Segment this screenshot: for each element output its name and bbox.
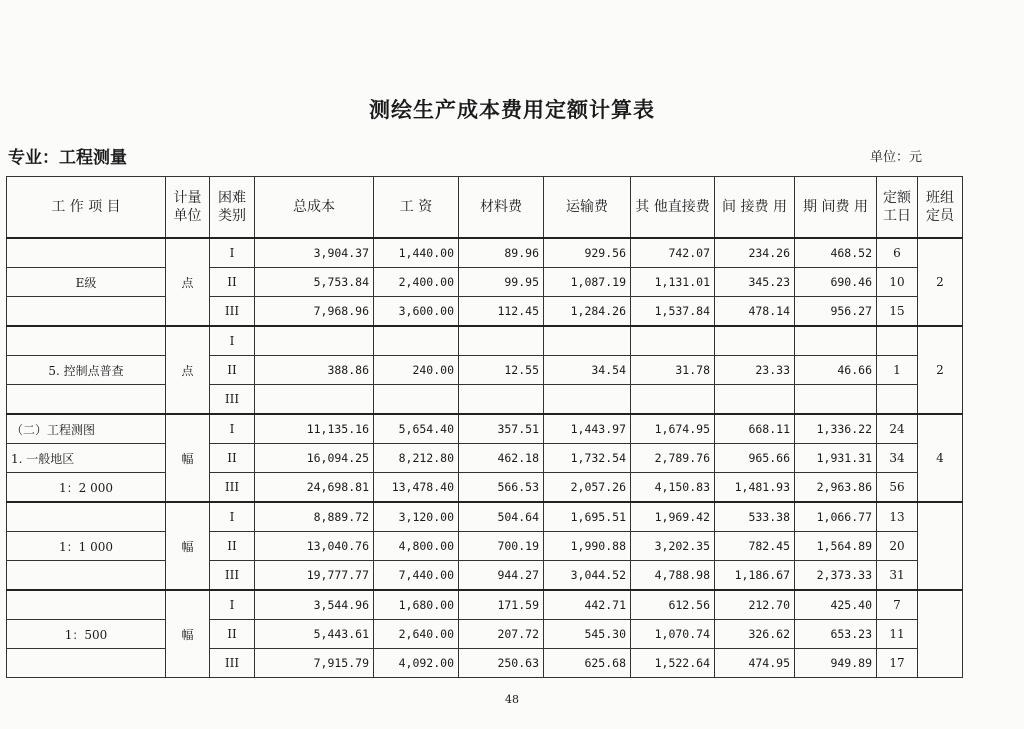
header-cell: 工 作 项 目 bbox=[7, 177, 166, 239]
crew-cell bbox=[918, 502, 963, 590]
crew-cell bbox=[918, 590, 963, 678]
specialty-label: 专业：工程测量 bbox=[8, 148, 127, 168]
other-cell: 1,674.95 bbox=[631, 414, 715, 444]
unit-cell: 幅 bbox=[166, 414, 210, 502]
wage-cell: 2,400.00 bbox=[374, 268, 459, 297]
total-cell: 3,904.37 bbox=[255, 238, 374, 268]
wage-cell: 13,478.40 bbox=[374, 473, 459, 503]
total-cell: 7,968.96 bbox=[255, 297, 374, 327]
category-cell: I bbox=[210, 414, 255, 444]
work-item-cell bbox=[7, 502, 166, 532]
workdays-cell bbox=[877, 385, 918, 415]
table-row bbox=[7, 356, 963, 385]
crew-cell: 2 bbox=[918, 238, 963, 326]
work-item-cell: 5. 控制点普查 bbox=[7, 356, 166, 385]
period-cell: 2,373.33 bbox=[795, 561, 877, 591]
other-cell: 742.07 bbox=[631, 238, 715, 268]
table-row bbox=[7, 561, 963, 591]
header-cell: 材料费 bbox=[459, 177, 544, 239]
wage-cell: 1,680.00 bbox=[374, 590, 459, 620]
header-cell: 其 他直接费 bbox=[631, 177, 715, 239]
transport-cell: 625.68 bbox=[544, 649, 631, 678]
indirect-cell: 533.38 bbox=[715, 502, 795, 532]
workdays-cell: 15 bbox=[877, 297, 918, 327]
other-cell: 1,522.64 bbox=[631, 649, 715, 678]
work-item-cell: （二）工程测图 bbox=[7, 414, 166, 444]
transport-cell: 34.54 bbox=[544, 356, 631, 385]
table-row bbox=[7, 444, 963, 473]
work-item-cell: 1：2 000 bbox=[7, 473, 166, 503]
workdays-cell: 10 bbox=[877, 268, 918, 297]
work-item-cell bbox=[7, 385, 166, 415]
indirect-cell bbox=[715, 385, 795, 415]
table-row bbox=[7, 414, 963, 444]
transport-cell: 2,057.26 bbox=[544, 473, 631, 503]
indirect-cell: 234.26 bbox=[715, 238, 795, 268]
transport-cell bbox=[544, 326, 631, 356]
unit-cell: 幅 bbox=[166, 590, 210, 678]
total-cell: 13,040.76 bbox=[255, 532, 374, 561]
other-cell bbox=[631, 326, 715, 356]
total-cell bbox=[255, 385, 374, 415]
period-cell: 425.40 bbox=[795, 590, 877, 620]
workdays-cell: 24 bbox=[877, 414, 918, 444]
category-cell: I bbox=[210, 326, 255, 356]
page-number: 48 bbox=[505, 693, 519, 706]
workdays-cell: 11 bbox=[877, 620, 918, 649]
category-cell: III bbox=[210, 649, 255, 678]
total-cell: 11,135.16 bbox=[255, 414, 374, 444]
period-cell: 690.46 bbox=[795, 268, 877, 297]
wage-cell: 3,600.00 bbox=[374, 297, 459, 327]
other-cell: 1,969.42 bbox=[631, 502, 715, 532]
category-cell: III bbox=[210, 385, 255, 415]
indirect-cell: 1,481.93 bbox=[715, 473, 795, 503]
cost-quota-table bbox=[6, 176, 963, 678]
indirect-cell: 478.14 bbox=[715, 297, 795, 327]
workdays-cell: 20 bbox=[877, 532, 918, 561]
transport-cell: 1,284.26 bbox=[544, 297, 631, 327]
wage-cell: 8,212.80 bbox=[374, 444, 459, 473]
header-cell: 运输费 bbox=[544, 177, 631, 239]
table-row bbox=[7, 620, 963, 649]
wage-cell: 4,092.00 bbox=[374, 649, 459, 678]
header-row bbox=[7, 177, 963, 239]
material-cell: 12.55 bbox=[459, 356, 544, 385]
indirect-cell: 345.23 bbox=[715, 268, 795, 297]
header-cell: 计量单位 bbox=[166, 177, 210, 239]
material-cell: 357.51 bbox=[459, 414, 544, 444]
category-cell: III bbox=[210, 561, 255, 591]
header-cell: 期 间费 用 bbox=[795, 177, 877, 239]
other-cell: 3,202.35 bbox=[631, 532, 715, 561]
crew-cell: 2 bbox=[918, 326, 963, 414]
period-cell: 1,336.22 bbox=[795, 414, 877, 444]
material-cell: 462.18 bbox=[459, 444, 544, 473]
workdays-cell: 13 bbox=[877, 502, 918, 532]
table-row bbox=[7, 326, 963, 356]
material-cell: 504.64 bbox=[459, 502, 544, 532]
indirect-cell: 965.66 bbox=[715, 444, 795, 473]
material-cell: 171.59 bbox=[459, 590, 544, 620]
table-row bbox=[7, 238, 963, 268]
period-cell: 949.89 bbox=[795, 649, 877, 678]
category-cell: I bbox=[210, 502, 255, 532]
other-cell: 612.56 bbox=[631, 590, 715, 620]
period-cell: 653.23 bbox=[795, 620, 877, 649]
indirect-cell: 212.70 bbox=[715, 590, 795, 620]
workdays-cell bbox=[877, 326, 918, 356]
period-cell: 2,963.86 bbox=[795, 473, 877, 503]
indirect-cell: 1,186.67 bbox=[715, 561, 795, 591]
unit-cell: 点 bbox=[166, 238, 210, 326]
wage-cell: 3,120.00 bbox=[374, 502, 459, 532]
transport-cell: 545.30 bbox=[544, 620, 631, 649]
material-cell: 944.27 bbox=[459, 561, 544, 591]
table-row bbox=[7, 268, 963, 297]
material-cell: 207.72 bbox=[459, 620, 544, 649]
category-cell: II bbox=[210, 356, 255, 385]
wage-cell bbox=[374, 385, 459, 415]
other-cell: 4,788.98 bbox=[631, 561, 715, 591]
category-cell: II bbox=[210, 620, 255, 649]
work-item-cell: 1：500 bbox=[7, 620, 166, 649]
work-item-cell: E级 bbox=[7, 268, 166, 297]
material-cell: 250.63 bbox=[459, 649, 544, 678]
workdays-cell: 56 bbox=[877, 473, 918, 503]
header-cell: 班组定员 bbox=[918, 177, 963, 239]
unit-cell: 点 bbox=[166, 326, 210, 414]
total-cell: 3,544.96 bbox=[255, 590, 374, 620]
period-cell: 1,931.31 bbox=[795, 444, 877, 473]
material-cell: 89.96 bbox=[459, 238, 544, 268]
wage-cell bbox=[374, 326, 459, 356]
total-cell: 19,777.77 bbox=[255, 561, 374, 591]
category-cell: III bbox=[210, 297, 255, 327]
header-cell: 总成本 bbox=[255, 177, 374, 239]
transport-cell bbox=[544, 385, 631, 415]
transport-cell: 1,443.97 bbox=[544, 414, 631, 444]
header-cell: 工 资 bbox=[374, 177, 459, 239]
total-cell: 24,698.81 bbox=[255, 473, 374, 503]
work-item-cell bbox=[7, 297, 166, 327]
workdays-cell: 34 bbox=[877, 444, 918, 473]
work-item-cell: 1：1 000 bbox=[7, 532, 166, 561]
other-cell: 2,789.76 bbox=[631, 444, 715, 473]
transport-cell: 1,087.19 bbox=[544, 268, 631, 297]
category-cell: I bbox=[210, 238, 255, 268]
wage-cell: 4,800.00 bbox=[374, 532, 459, 561]
workdays-cell: 7 bbox=[877, 590, 918, 620]
document-title: 测绘生产成本费用定额计算表 bbox=[369, 97, 655, 122]
other-cell: 1,070.74 bbox=[631, 620, 715, 649]
indirect-cell: 474.95 bbox=[715, 649, 795, 678]
workdays-cell: 6 bbox=[877, 238, 918, 268]
total-cell: 5,443.61 bbox=[255, 620, 374, 649]
wage-cell: 5,654.40 bbox=[374, 414, 459, 444]
wage-cell: 240.00 bbox=[374, 356, 459, 385]
transport-cell: 929.56 bbox=[544, 238, 631, 268]
table-row bbox=[7, 502, 963, 532]
header-cell: 间 接费 用 bbox=[715, 177, 795, 239]
header-cell: 困难类别 bbox=[210, 177, 255, 239]
category-cell: II bbox=[210, 444, 255, 473]
workdays-cell: 31 bbox=[877, 561, 918, 591]
period-cell: 956.27 bbox=[795, 297, 877, 327]
table-row bbox=[7, 473, 963, 503]
indirect-cell: 782.45 bbox=[715, 532, 795, 561]
work-item-cell bbox=[7, 561, 166, 591]
work-item-cell bbox=[7, 238, 166, 268]
period-cell: 1,066.77 bbox=[795, 502, 877, 532]
category-cell: II bbox=[210, 268, 255, 297]
total-cell: 7,915.79 bbox=[255, 649, 374, 678]
workdays-cell: 17 bbox=[877, 649, 918, 678]
period-cell: 1,564.89 bbox=[795, 532, 877, 561]
transport-cell: 1,990.88 bbox=[544, 532, 631, 561]
category-cell: II bbox=[210, 532, 255, 561]
period-cell: 46.66 bbox=[795, 356, 877, 385]
other-cell: 31.78 bbox=[631, 356, 715, 385]
other-cell: 4,150.83 bbox=[631, 473, 715, 503]
work-item-cell bbox=[7, 326, 166, 356]
total-cell bbox=[255, 326, 374, 356]
work-item-cell: 1. 一般地区 bbox=[7, 444, 166, 473]
transport-cell: 1,695.51 bbox=[544, 502, 631, 532]
wage-cell: 1,440.00 bbox=[374, 238, 459, 268]
table-row bbox=[7, 649, 963, 678]
material-cell: 112.45 bbox=[459, 297, 544, 327]
material-cell bbox=[459, 385, 544, 415]
wage-cell: 2,640.00 bbox=[374, 620, 459, 649]
table-row bbox=[7, 297, 963, 327]
period-cell: 468.52 bbox=[795, 238, 877, 268]
table-body bbox=[7, 238, 963, 678]
wage-cell: 7,440.00 bbox=[374, 561, 459, 591]
table-row bbox=[7, 385, 963, 415]
indirect-cell bbox=[715, 326, 795, 356]
total-cell: 5,753.84 bbox=[255, 268, 374, 297]
header-cell: 定额工日 bbox=[877, 177, 918, 239]
material-cell: 700.19 bbox=[459, 532, 544, 561]
indirect-cell: 23.33 bbox=[715, 356, 795, 385]
other-cell bbox=[631, 385, 715, 415]
material-cell: 566.53 bbox=[459, 473, 544, 503]
category-cell: III bbox=[210, 473, 255, 503]
workdays-cell: 1 bbox=[877, 356, 918, 385]
other-cell: 1,537.84 bbox=[631, 297, 715, 327]
transport-cell: 3,044.52 bbox=[544, 561, 631, 591]
material-cell bbox=[459, 326, 544, 356]
unit-cell: 幅 bbox=[166, 502, 210, 590]
material-cell: 99.95 bbox=[459, 268, 544, 297]
transport-cell: 442.71 bbox=[544, 590, 631, 620]
total-cell: 16,094.25 bbox=[255, 444, 374, 473]
period-cell bbox=[795, 385, 877, 415]
indirect-cell: 668.11 bbox=[715, 414, 795, 444]
crew-cell: 4 bbox=[918, 414, 963, 502]
other-cell: 1,131.01 bbox=[631, 268, 715, 297]
transport-cell: 1,732.54 bbox=[544, 444, 631, 473]
indirect-cell: 326.62 bbox=[715, 620, 795, 649]
period-cell bbox=[795, 326, 877, 356]
total-cell: 8,889.72 bbox=[255, 502, 374, 532]
work-item-cell bbox=[7, 590, 166, 620]
total-cell: 388.86 bbox=[255, 356, 374, 385]
unit-label: 单位：元 bbox=[870, 150, 923, 165]
work-item-cell bbox=[7, 649, 166, 678]
category-cell: I bbox=[210, 590, 255, 620]
table-row bbox=[7, 532, 963, 561]
table-row bbox=[7, 590, 963, 620]
